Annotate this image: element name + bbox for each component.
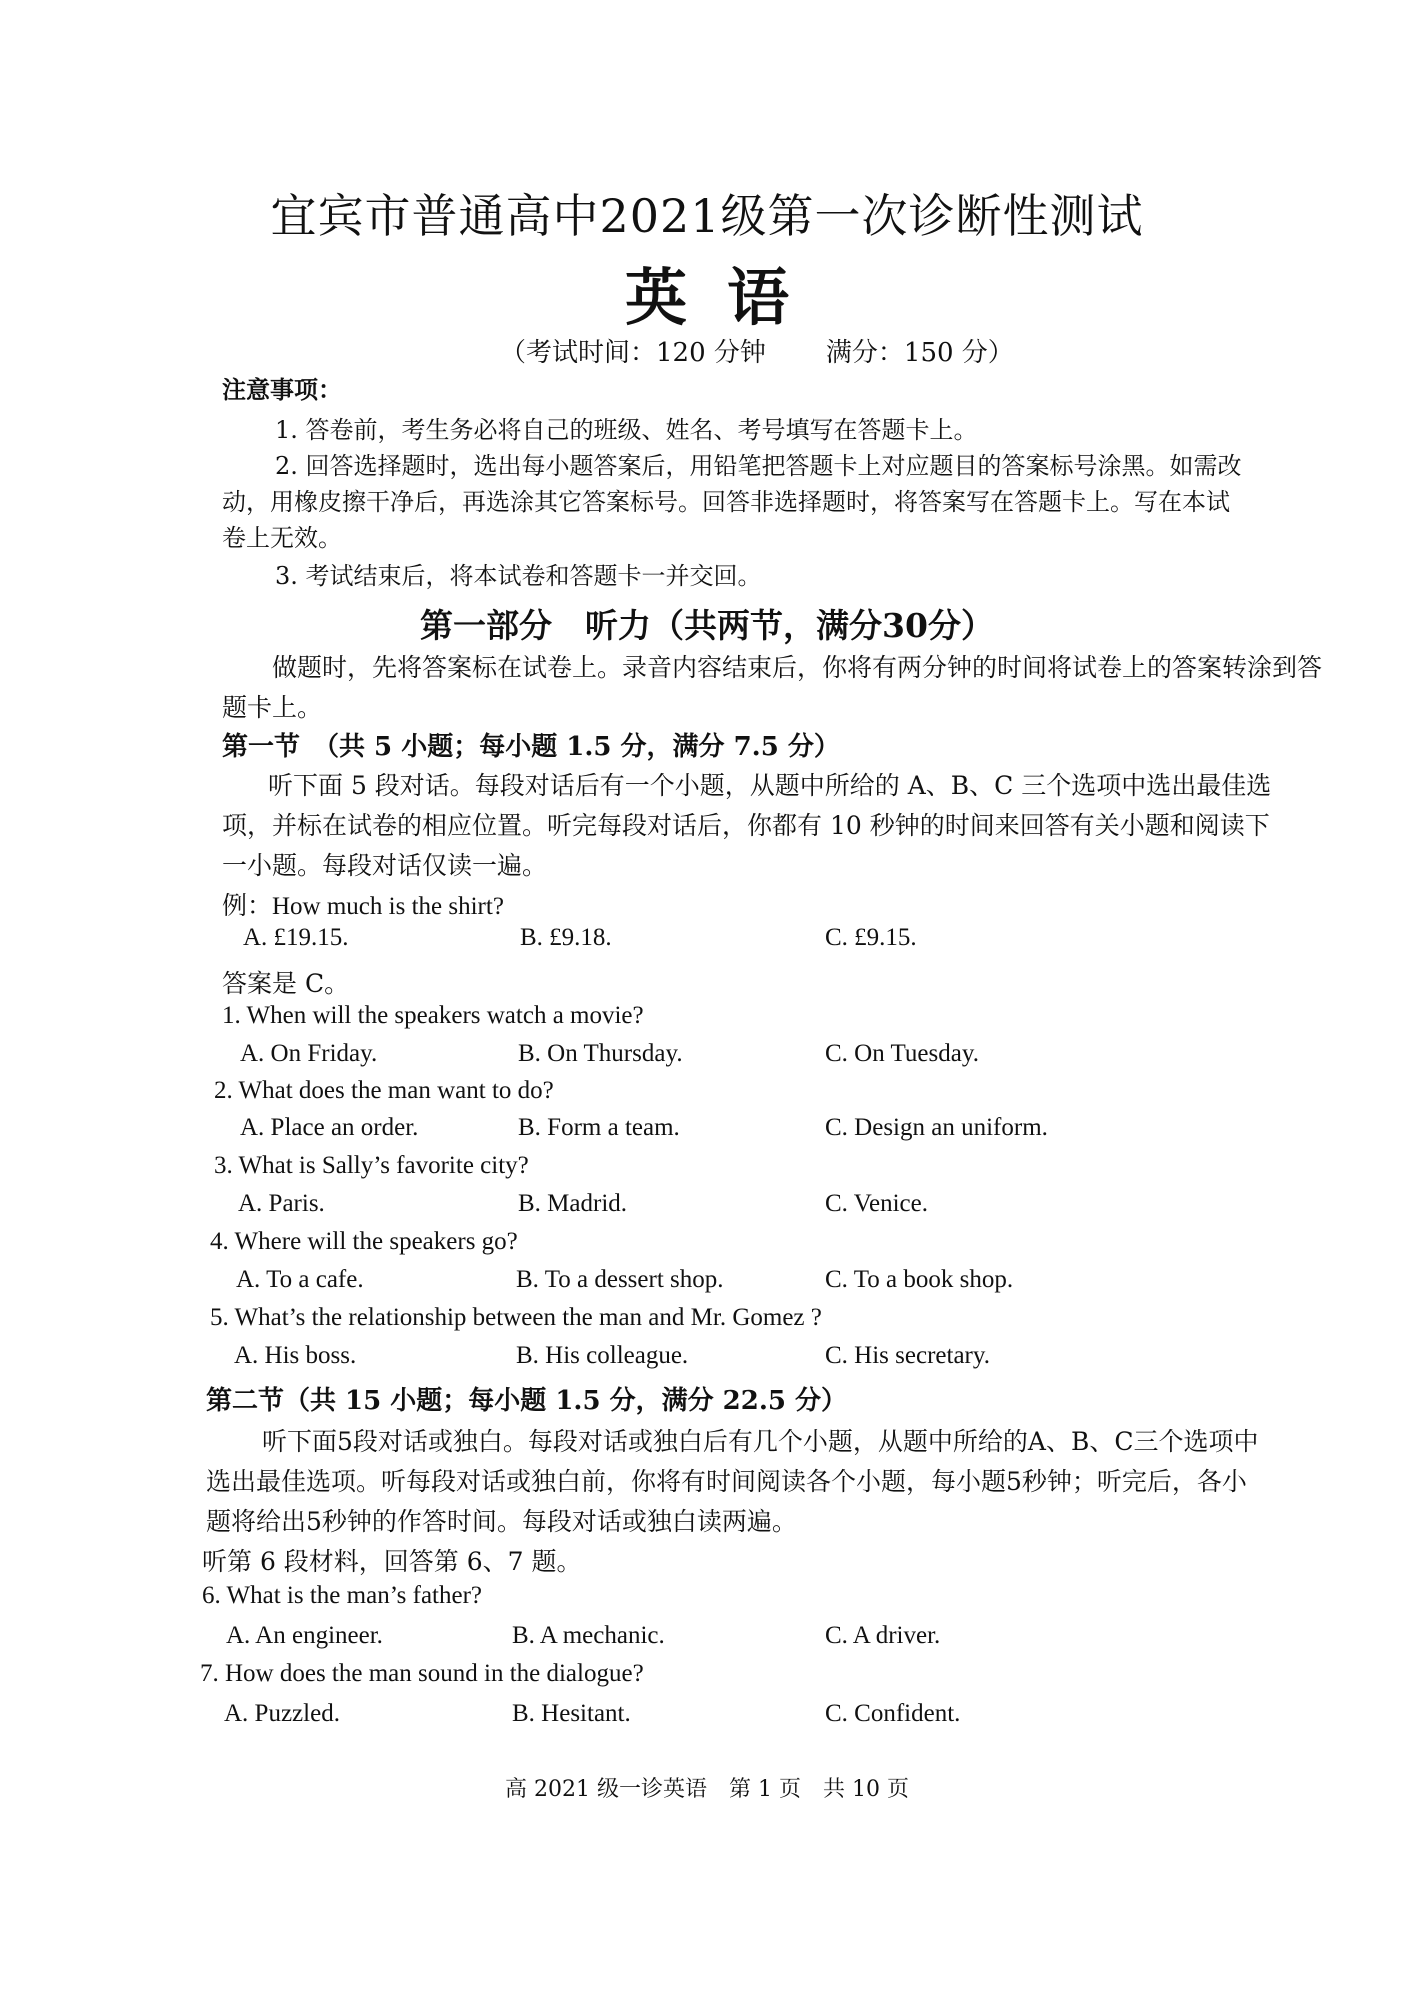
section1-title: 第一节 （共 5 小题；每小题 1.5 分，满分 7.5 分） xyxy=(222,732,840,762)
section2-intro-line: 听下面5段对话或独白。每段对话或独白后有几个小题，从题中所给的A、B、C三个选项中 xyxy=(262,1427,1259,1456)
q3-option-c: C. Venice. xyxy=(825,1190,928,1217)
note-line: 动，用橡皮擦干净后，再选涂其它答案标号。回答非选择题时，将答案写在答题卡上。写在本试 xyxy=(222,488,1230,516)
exam-duration: （考试时间：120 分钟 xyxy=(500,338,766,368)
q5-option-b: B. His colleague. xyxy=(516,1342,689,1369)
question-7: 7. How does the man sound in the dialogue? xyxy=(200,1660,644,1687)
question-6: 6. What is the man’s father? xyxy=(202,1582,483,1609)
q5-option-c: C. His secretary. xyxy=(825,1342,990,1369)
material-6-instruction: 听第 6 段材料，回答第 6、7 题。 xyxy=(202,1547,582,1576)
q7-option-b: B. Hesitant. xyxy=(512,1700,631,1727)
part1-title: 第一部分 听力（共两节，满分30分） xyxy=(420,606,994,645)
q6-option-c: C. A driver. xyxy=(825,1622,941,1649)
q7-option-a: A. Puzzled. xyxy=(224,1700,340,1727)
section1-intro-line: 一小题。每段对话仅读一遍。 xyxy=(222,851,548,880)
q4-option-a: A. To a cafe. xyxy=(236,1266,364,1293)
q1-option-c: C. On Tuesday. xyxy=(825,1040,979,1067)
example-option-a: A. £19.15. xyxy=(243,924,349,951)
q4-option-b: B. To a dessert shop. xyxy=(516,1266,724,1293)
note-line: 3. 考试结束后，将本试卷和答题卡一并交回。 xyxy=(275,562,762,590)
q5-option-a: A. His boss. xyxy=(234,1342,357,1369)
section1-intro-line: 项，并标在试卷的相应位置。听完每段对话后，你都有 10 秒钟的时间来回答有关小题和阅读下 xyxy=(222,811,1270,840)
exam-time-info xyxy=(500,332,1014,369)
q2-option-c: C. Design an uniform. xyxy=(825,1114,1048,1141)
q7-option-c: C. Confident. xyxy=(825,1700,961,1727)
exam-full-score: 满分：150 分） xyxy=(825,338,1014,368)
example-question: 例：How much is the shirt? xyxy=(222,893,504,920)
question-2: 2. What does the man want to do? xyxy=(214,1077,554,1104)
example-option-b: B. £9.18. xyxy=(520,924,612,951)
note-line: 2. 回答选择题时，选出每小题答案后，用铅笔把答题卡上对应题目的答案标号涂黑。如需改 xyxy=(275,452,1242,480)
q2-option-b: B. Form a team. xyxy=(518,1114,680,1141)
section1-intro-line: 听下面 5 段对话。每段对话后有一个小题，从题中所给的 A、B、C 三个选项中选出最佳选 xyxy=(268,771,1272,800)
subject-title: 英语 xyxy=(624,261,829,334)
page-footer: 高 2021 级一诊英语 第 1 页 共 10 页 xyxy=(505,1777,909,1802)
question-3: 3. What is Sally’s favorite city? xyxy=(214,1152,529,1179)
part1-intro-line: 做题时，先将答案标在试卷上。录音内容结束后，你将有两分钟的时间将试卷上的答案转涂到答 xyxy=(272,653,1323,682)
question-4: 4. Where will the speakers go? xyxy=(210,1228,518,1255)
section2-title: 第二节（共 15 小题；每小题 1.5 分，满分 22.5 分） xyxy=(206,1386,848,1416)
notes-heading: 注意事项： xyxy=(222,375,342,404)
question-5: 5. What’s the relationship between the man and Mr. Gomez ? xyxy=(210,1304,822,1331)
q1-option-b: B. On Thursday. xyxy=(518,1040,683,1067)
exam-title: 宜宾市普通高中2021级第一次诊断性测试 xyxy=(270,189,1144,243)
section2-intro-line: 题将给出5秒钟的作答时间。每段对话或独白读两遍。 xyxy=(206,1507,797,1536)
example-answer: 答案是 C。 xyxy=(222,969,350,998)
question-1: 1. When will the speakers watch a movie? xyxy=(222,1002,644,1029)
q6-option-a: A. An engineer. xyxy=(226,1622,383,1649)
note-line: 卷上无效。 xyxy=(222,524,342,552)
part1-intro-line: 题卡上。 xyxy=(222,693,323,722)
section2-intro-line: 选出最佳选项。听每段对话或独白前，你将有时间阅读各个小题，每小题5秒钟；听完后，各小 xyxy=(206,1467,1247,1496)
note-line: 1. 答卷前，考生务必将自己的班级、姓名、考号填写在答题卡上。 xyxy=(275,416,978,444)
q2-option-a: A. Place an order. xyxy=(240,1114,419,1141)
q1-option-a: A. On Friday. xyxy=(240,1040,378,1067)
q3-option-a: A. Paris. xyxy=(238,1190,325,1217)
q3-option-b: B. Madrid. xyxy=(518,1190,628,1217)
q6-option-b: B. A mechanic. xyxy=(512,1622,665,1649)
q4-option-c: C. To a book shop. xyxy=(825,1266,1014,1293)
example-option-c: C. £9.15. xyxy=(825,924,917,951)
